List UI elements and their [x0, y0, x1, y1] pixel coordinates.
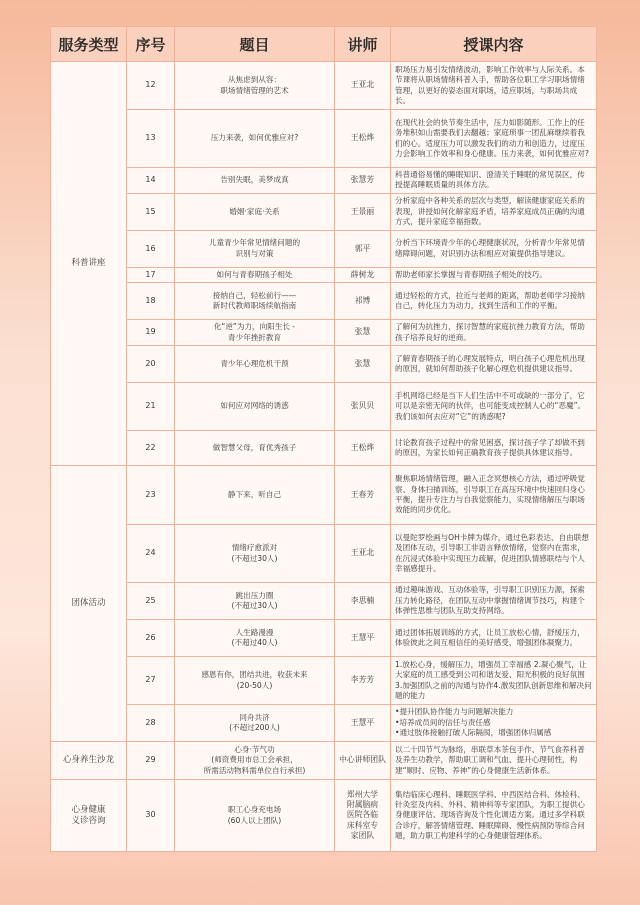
title-cell: 青少年心理危机干预 [175, 346, 335, 383]
lecturer-cell: 张贝贝 [335, 383, 391, 431]
title-cell: 压力来袭，如何优雅应对? [175, 110, 335, 168]
number-cell: 19 [127, 320, 175, 346]
content-cell: 帮助老师家长掌握与青春期孩子相处的技巧。 [391, 267, 597, 282]
title-cell: 从焦虑到从容： 职场情绪管理的艺术 [175, 62, 335, 110]
number-cell: 17 [127, 267, 175, 282]
title-cell: 静下来，听自己 [175, 466, 335, 525]
number-cell: 29 [127, 742, 175, 780]
number-cell: 13 [127, 110, 175, 168]
content-cell: 聚焦职场情绪管理，融入正念冥想核心方法，通过呼吸觉察、身体扫描训练，引导职工在高压环境中快速回归身心平衡，提升专注力与自我觉察能力，实现情绪解压与职场效能的同步优化。 [391, 466, 597, 525]
number-cell: 26 [127, 620, 175, 657]
lecturer-cell: 王松烨 [335, 431, 391, 466]
number-cell: 25 [127, 583, 175, 620]
table-row [51, 657, 597, 705]
table-row [51, 780, 597, 852]
lecturer-cell: 郑州大学 附属脑病 医院各临 床科室专 家团队 [335, 780, 391, 852]
number-cell: 23 [127, 466, 175, 525]
table-row [51, 431, 597, 466]
header-lecturer: 讲师 [335, 27, 391, 62]
table-body [51, 62, 597, 852]
header-title: 题目 [175, 27, 335, 62]
content-cell: 职场压力易引发情绪波动，影响工作效率与人际关系。本节课将从职场情绪科普入手，帮助各位职工学习职场情绪管理，以更好的姿态面对职场，适应职场，与职场共成长。 [391, 62, 597, 110]
lecturer-cell: 祁博 [335, 283, 391, 320]
title-cell: 跳出压力圈 (不超过30人) [175, 583, 335, 620]
content-cell: 手机网络已经是当下人们生活中不可或缺的一部分了，它可以是亲密无间的伙伴，也可能变成控制人心的“恶魔”。我们该如何去应对“它”的诱惑呢? [391, 383, 597, 431]
table-row [51, 62, 597, 110]
content-cell: 分析家庭中各种关系的层次与类型，解读健康家庭关系的表现，讲授如何化解家庭矛盾，培养家庭成员正确的沟通方式，提升家庭幸福指数。 [391, 193, 597, 230]
content-cell: 科普通俗易懂的睡眠知识、澄清关于睡眠的常见误区，传授提高睡眠质量的具体方法。 [391, 168, 597, 194]
title-cell: 如何应对网络的诱惑 [175, 383, 335, 431]
number-cell: 24 [127, 525, 175, 583]
table-row [51, 583, 597, 620]
title-cell: 做智慧父母，育优秀孩子 [175, 431, 335, 466]
table-row [51, 705, 597, 742]
number-cell: 28 [127, 705, 175, 742]
header-number: 序号 [127, 27, 175, 62]
number-cell: 22 [127, 431, 175, 466]
title-cell: 告别失眠，美梦成真 [175, 168, 335, 194]
content-cell: 以曼陀罗绘画与OH卡牌为媒介，通过色彩表达、自由联想及团体互动，引导职工非语言释放情绪，觉察内在需求，在沉浸式体验中实现压力疏解，促进团队情感联结与个人幸福感提升。 [391, 525, 597, 583]
lecturer-cell: 王慧平 [335, 620, 391, 657]
table-row [51, 168, 597, 194]
header-row [51, 27, 597, 62]
service-type-cell: 心身养生沙龙 [51, 742, 127, 780]
number-cell: 15 [127, 193, 175, 230]
lecturer-cell: 王亚北 [335, 525, 391, 583]
lecturer-cell: 张慧芳 [335, 168, 391, 194]
title-cell: 感恩有你，团结共进，收获未来 (20-50人) [175, 657, 335, 705]
table-row [51, 742, 597, 780]
service-type-cell: 科普讲座 [51, 62, 127, 466]
table-row [51, 620, 597, 657]
lecturer-cell: 李思楠 [335, 583, 391, 620]
number-cell: 27 [127, 657, 175, 705]
content-cell: 通过趣味游戏、互动体验等，引导职工识别压力源，探索压力转化路径，在团队互动中掌握情绪调节技巧，构建个体弹性思维与团队互助支持网络。 [391, 583, 597, 620]
number-cell: 14 [127, 168, 175, 194]
content-cell: 讨论教育孩子过程中的常见困惑，探讨孩子学了却做不到的原因，为家长如何正确教育孩子提供具体建议指导。 [391, 431, 597, 466]
header-service-type: 服务类型 [51, 27, 127, 62]
course-schedule-table [50, 26, 597, 852]
lecturer-cell: 王松烨 [335, 110, 391, 168]
title-cell: 心身·节气功 (师资费用市总工会承担， 所需活动物料需单位自行承担) [175, 742, 335, 780]
lecturer-cell: 郭平 [335, 230, 391, 267]
content-cell: 1.放松心身，缓解压力，增强员工幸福感 2.凝心聚气，让大家庭的员工感受到公司和谐友爱、阳光积极的良好氛围3.加强团队之前的沟通与协作4.激发团队创新思维和解决问题的能力 [391, 657, 597, 705]
table-row [51, 525, 597, 583]
content-cell: 分析当下环境青少年的心理健康状况，分析青少年常见情绪障碍问题，对识别办法和相应对策提供指导建议。 [391, 230, 597, 267]
title-cell: 人生路漫漫 (不超过40人) [175, 620, 335, 657]
table-row [51, 466, 597, 525]
number-cell: 16 [127, 230, 175, 267]
lecturer-cell: 王景丽 [335, 193, 391, 230]
number-cell: 21 [127, 383, 175, 431]
header-content: 授课内容 [391, 27, 597, 62]
lecturer-cell: 中心讲师团队 [335, 742, 391, 780]
table-row [51, 283, 597, 320]
content-cell: 集结临床心理科、睡眠医学科、中西医结合科、体检科、针灸室及内科、外科、精神科等专家团队，为职工提供心身健康评估、现场咨询及个性化调适方案。通过多学科联合诊疗，解答情绪管理、睡眠障碍、慢性病预防等综合问题，助力职工构建科学的心身健康管理体系。 [391, 780, 597, 852]
table-row [51, 346, 597, 383]
title-cell: 情绪疗愈派对 (不超过30人) [175, 525, 335, 583]
number-cell: 18 [127, 283, 175, 320]
lecturer-cell: 薛树龙 [335, 267, 391, 282]
content-cell: 了解青春期孩子的心理发展特点，明白孩子心理危机出现的原因，就如何帮助孩子化解心理危机提供建议指导。 [391, 346, 597, 383]
content-cell: 通过轻松的方式，拉近与老师的距离，帮助老师学习接纳自己，转化压力为动力，找到生活和工作的平衡。 [391, 283, 597, 320]
lecturer-cell: 张慧 [335, 320, 391, 346]
table-row [51, 320, 597, 346]
schedule-table-wrapper [50, 26, 596, 852]
title-cell: 如何与青春期孩子相处 [175, 267, 335, 282]
title-cell: 婚姻·家庭·关系 [175, 193, 335, 230]
title-cell: 同舟共济 (不超过200人) [175, 705, 335, 742]
lecturer-cell: 李芳芳 [335, 657, 391, 705]
service-type-cell: 团体活动 [51, 466, 127, 742]
table-row [51, 110, 597, 168]
title-cell: 接纳自己，轻松前行—— 新时代教师职场续航指南 [175, 283, 335, 320]
content-cell: 了解何为抗挫力，探讨智慧的家庭抗挫力教育方法，帮助孩子培养良好的逆商。 [391, 320, 597, 346]
lecturer-cell: 王亚北 [335, 62, 391, 110]
lecturer-cell: 张慧 [335, 346, 391, 383]
table-row [51, 193, 597, 230]
content-cell: •提升团队协作能力与问题解决能力 •培养成员间的信任与责任感 •通过肢体接触打破人际隔阂，增强团体归属感 [391, 705, 597, 742]
number-cell: 30 [127, 780, 175, 852]
table-row [51, 383, 597, 431]
number-cell: 12 [127, 62, 175, 110]
content-cell: 以二十四节气为脉络，串联草本茶包手作、节气食养科普及养生功教学，帮助职工调和气血、提升心理韧性，构建“顺时、应物、养神”的心身健康生活新体系。 [391, 742, 597, 780]
lecturer-cell: 王春芳 [335, 466, 391, 525]
lecturer-cell: 王慧平 [335, 705, 391, 742]
table-row [51, 230, 597, 267]
content-cell: 通过团体拓展训练的方式，让员工放松心情，舒缓压力，体验彼此之间互相信任的美好感受，增强团体凝聚力。 [391, 620, 597, 657]
table-row [51, 267, 597, 282]
title-cell: 职工心身充电场 (60人以上团队) [175, 780, 335, 852]
number-cell: 20 [127, 346, 175, 383]
title-cell: 儿童青少年常见情绪问题的 识别与对策 [175, 230, 335, 267]
title-cell: 化“逆”为力，向阳生长 - 青少年挫折教育 [175, 320, 335, 346]
content-cell: 在现代社会的快节奏生活中，压力如影随形。工作上的任务堆积如山需要我们去翻越；家庭琐事一团乱麻继续着我们的心。适度压力可以激发我们的动力和创造力，过度压力会影响工作效率和身心健康。压力来袭，如何优雅应对? [391, 110, 597, 168]
service-type-cell: 心身健康 义诊咨询 [51, 780, 127, 852]
